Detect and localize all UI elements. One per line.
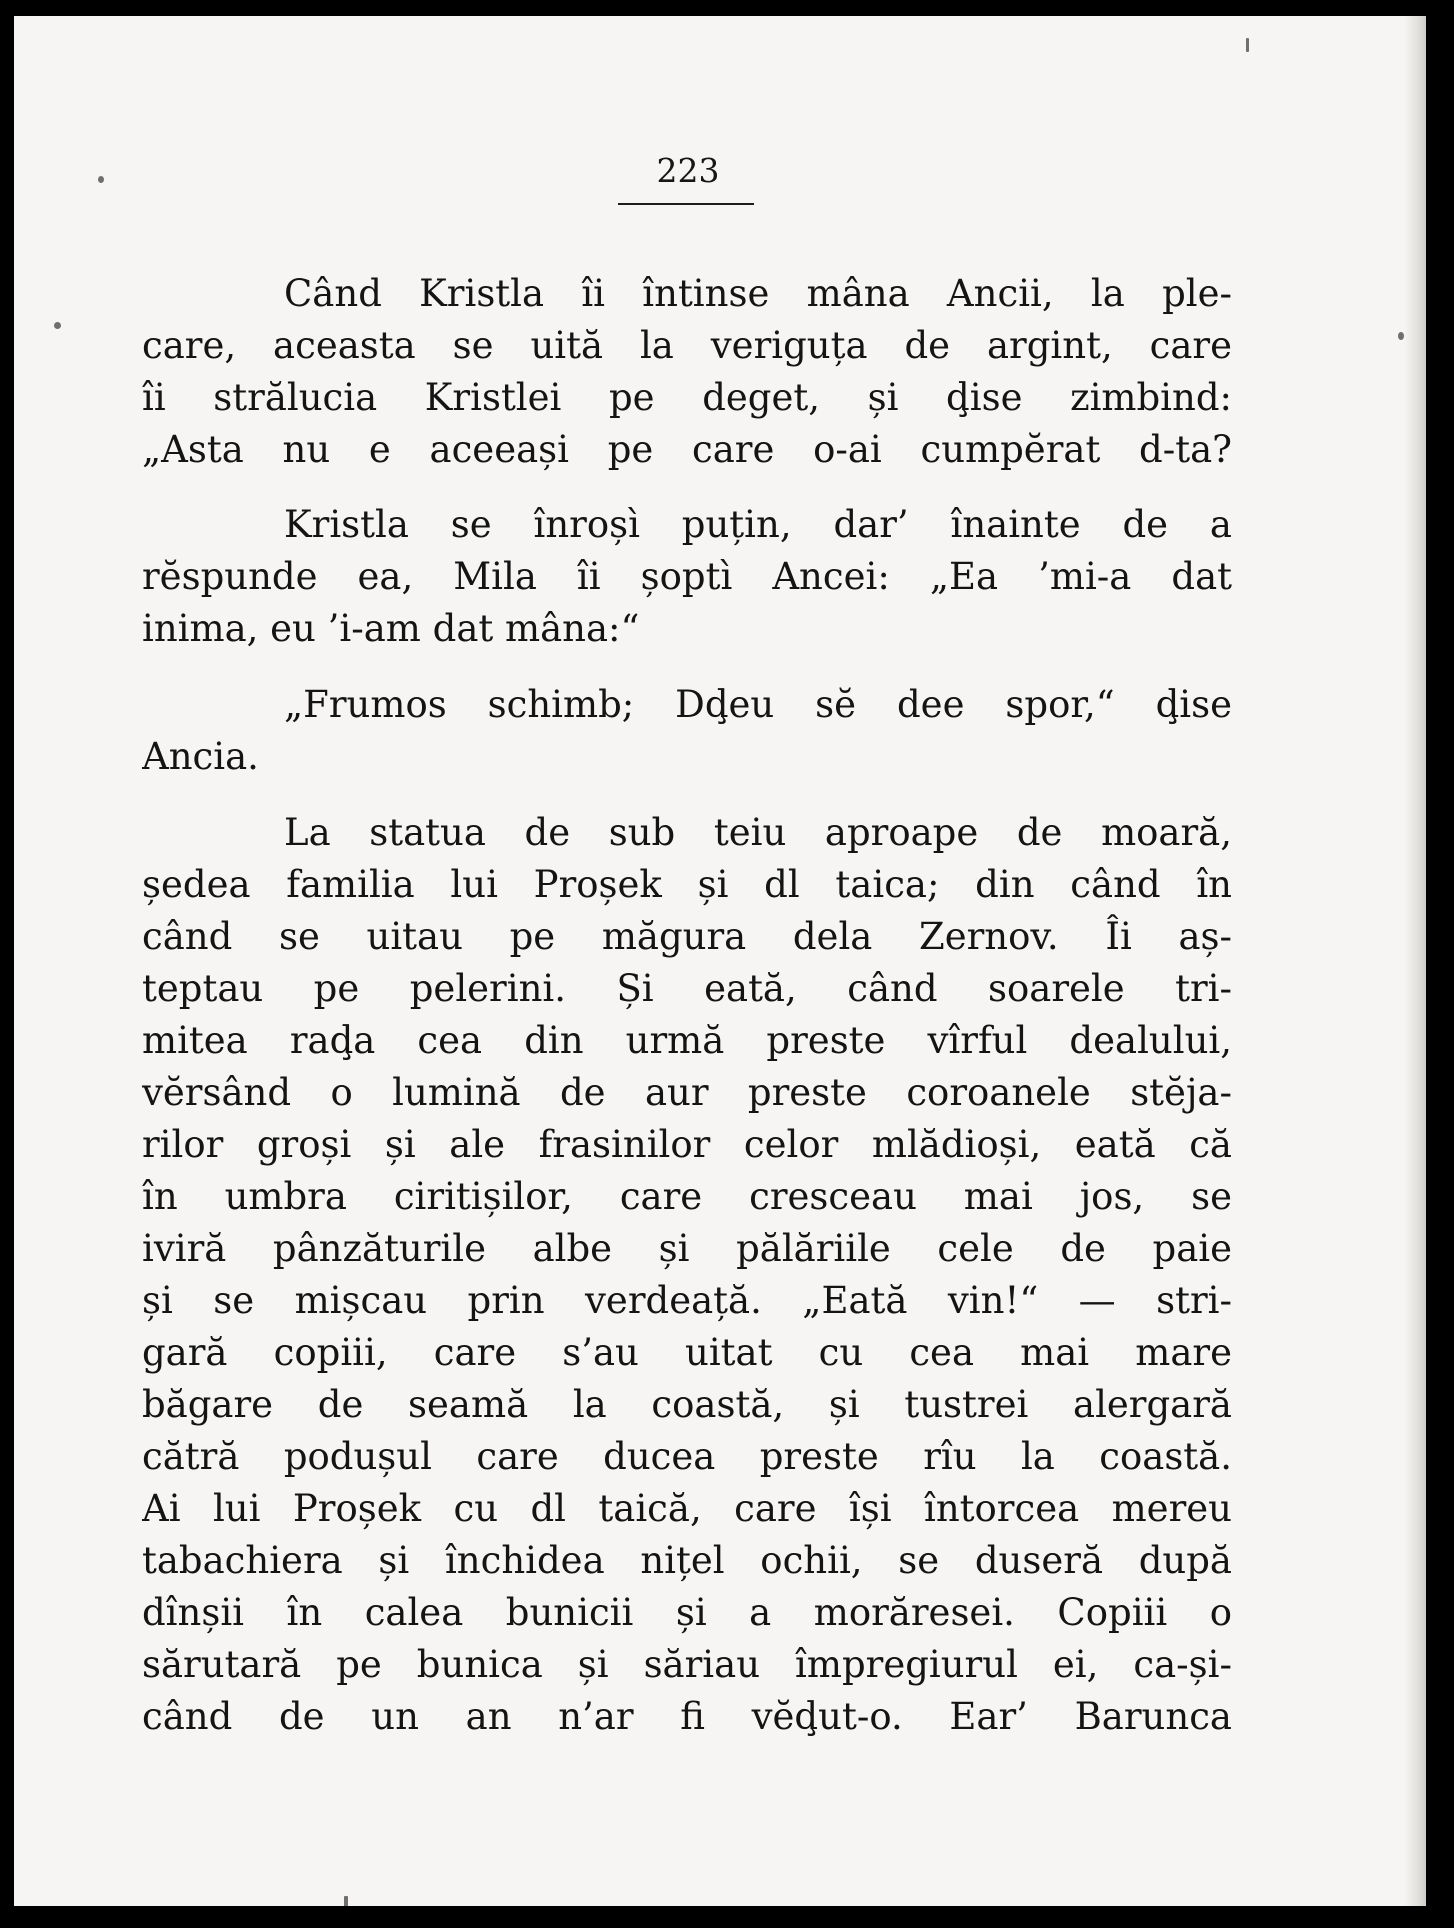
text-line: Kristla se înroșì puțin, dar’ înainte de a [284, 503, 1232, 546]
text-line: dînșii în calea bunicii și a morăresei. Copiii o [142, 1591, 1232, 1634]
print-speck [54, 322, 61, 329]
text-line: și se mișcau prin verdeață. „Eată vin!“ — stri- [142, 1279, 1232, 1322]
text-line: când de un an n’ar fi vĕḑut-o. Ear’ Barunca [142, 1695, 1232, 1738]
page-number: 223 [656, 151, 720, 190]
print-speck [1398, 332, 1404, 340]
text-line: băgare de seamă la coastă, și tustrei alergară [142, 1383, 1232, 1426]
text-line: mitea raḑa cea din urmă preste vîrful dealului, [142, 1019, 1232, 1062]
text-line: teptau pe pelerini. Și eată, când soarele tri- [142, 967, 1232, 1010]
text-line: tabachiera și închidea nițel ochii, se duseră după [142, 1539, 1232, 1582]
text-line: cătră podușul care ducea preste rîu la coastă. [142, 1435, 1232, 1478]
print-speck [1246, 38, 1249, 52]
text-line: în umbra ciritișilor, care cresceau mai jos, se [142, 1175, 1232, 1218]
text-line: Ancia. [142, 735, 259, 778]
book-page [14, 16, 1426, 1906]
text-line: inima, eu ’i-am dat mâna:“ [142, 607, 640, 650]
print-speck [98, 176, 104, 183]
text-line: rilor groși și ale frasinilor celor mlădioși, eată că [142, 1123, 1232, 1166]
page-number-rule [618, 203, 754, 205]
paragraph [142, 499, 1232, 655]
paragraph [142, 268, 1232, 476]
body-text [142, 268, 1232, 1743]
text-line: vĕrsând o lumină de aur preste coroanele stĕja- [142, 1071, 1232, 1114]
text-line: sărutară pe bunica și săriau împregiurul ei, ca-și- [142, 1643, 1232, 1686]
text-line: gară copiii, care s’au uitat cu cea mai mare [142, 1331, 1232, 1374]
text-line: „Frumos schimb; Dḑeu sĕ dee spor,“ ḑise [284, 683, 1232, 726]
print-speck [344, 1896, 348, 1906]
text-line: „Asta nu e aceeași pe care o-ai cumpĕrat d-ta? [142, 428, 1232, 471]
page-edge-shadow [1404, 16, 1426, 1906]
text-line: rĕspunde ea, Mila îi șoptì Ancei: „Ea ’mi-a dat [142, 555, 1232, 598]
text-line: când se uitau pe măgura dela Zernov. Îi aș- [142, 915, 1232, 958]
text-line: îi strălucia Kristlei pe deget, și ḑise zimbind: [142, 376, 1232, 419]
text-line: Când Kristla îi întinse mâna Ancii, la ple- [284, 272, 1232, 315]
paragraph [142, 679, 1232, 783]
text-line: care, aceasta se uită la veriguța de argint, care [142, 324, 1232, 367]
text-line: iviră pânzăturile albe și pălăriile cele de paie [142, 1227, 1232, 1270]
text-line: La statua de sub teiu aproape de moară, [284, 811, 1232, 854]
paragraph [142, 807, 1232, 1743]
text-line: ședea familia lui Proșek și dl taica; din când în [142, 863, 1232, 906]
text-line: Ai lui Proșek cu dl taică, care își întorcea mereu [142, 1487, 1232, 1530]
